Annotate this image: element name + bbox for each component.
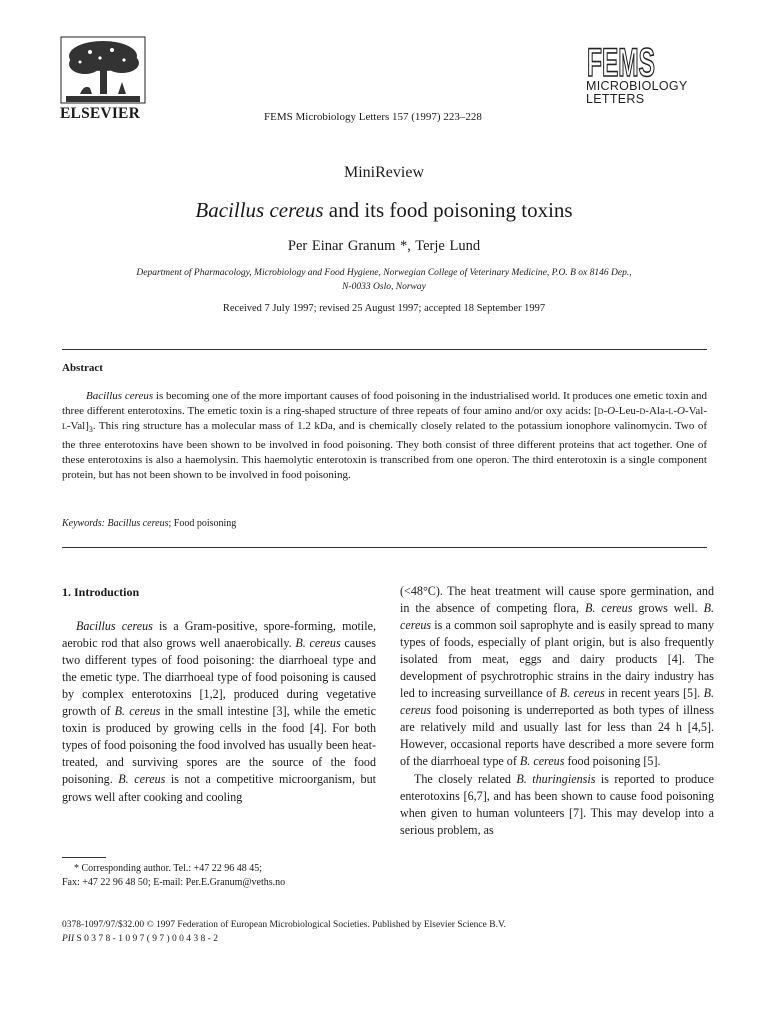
article-title [0,198,768,223]
copyright-line: 0378-1097/97/$32.00 © 1997 Federation of European Microbiological Societies. Published by Elsevier Science B.V. [62,920,506,930]
footnote-line1: * Corresponding author. Tel.: +47 22 96 48 45; [74,863,263,874]
affiliation [0,266,768,294]
journal-logo [586,38,722,106]
body-text: (<48°C). The heat treatment will cause spore germination, and in the absence of competing flora, [400,584,714,616]
body-column-right [400,583,714,839]
intro-paragraph-1 [62,618,376,806]
fems-logo-text: FEMS [587,41,655,80]
footnote-rule [62,857,106,858]
article-type: MiniReview [344,164,424,181]
formula-d2: d [639,405,646,418]
italic-term: B. cereus [114,704,161,719]
formula-val: Val- [688,405,707,418]
abstract-text-1: is becoming one of the more important causes of food poisoning in the industrialised world. It produces one emetic toxin and three different enterotoxins. The emetic toxin is a ring-shaped structure of three repeats of four amino and/or oxy acids: [ [62,390,707,418]
keywords-label: Keywords: [62,518,105,529]
divider-top [62,349,707,350]
title-rest: and its food poisoning toxins [323,198,573,222]
italic-term: B. cereus [400,686,714,718]
formula-l1: l [668,405,674,418]
pii-line [62,932,506,946]
abstract-heading: Abstract [62,362,103,374]
pii-value: S 0 3 7 8 - 1 0 9 7 ( 9 7 ) 0 0 4 3 8 - 2 [74,934,218,944]
pii-label: PII [62,934,75,944]
body-text: is not a competitive microorganism, but grows well after cooking and cooling [62,772,376,804]
body-text: grows well. [632,601,704,616]
section-heading: 1. Introduction [62,585,140,599]
authors: Per Einar Granum *, Terje Lund [287,238,481,254]
formula-l2: l [62,420,67,433]
italic-term: B. cereus [559,686,605,701]
fems-logo [586,38,658,80]
formula-val2: -Val] [66,420,89,433]
formula-leu: Leu- [618,405,640,418]
formula-d1: d [597,405,604,418]
keyword-rest: ; Food poisoning [168,518,237,529]
abstract-body [62,389,707,483]
elsevier-tree-logo [60,36,146,104]
title-species: Bacillus cereus [195,198,324,222]
journal-name-line2: LETTERS [586,92,645,106]
divider-bottom [62,547,707,548]
abstract-text-2: . This ring structure has a molecular mass of 1.2 kDa, and is chemically closely related to the potassium ionophore valinomycin. Two of the three enterotoxins have been shown to be involved in food poisoning. They both consist of three different proteins that act together. One of these enterotoxins is also a haemolysin. This haemolytic enterotoxin is transcribed from one operon. The third enterotoxin is a single component protein, but has not been shown to be involved in food poisoning. [62,420,707,482]
body-text: causes two different types of food poisoning: the diarrhoeal type and the emetic type. The diarrhoeal type of food poisoning is caused by complex enterotoxins [1,2], produced during vegetative growth of [62,636,376,719]
body-text: is a common soil saprophyte and is easily spread to many types of foods, especially of plant origin, but is also frequently isolated from meat, eggs and dairy products [4]. The development of psychrotrophic strains in the dairy industry has led to increasing surveillance of [400,618,714,701]
formula-ala: -Ala- [645,405,669,418]
body-text: food poisoning is underreported as both types of illness are relatively mild and usually last for less than 24 h [4,5]. However, occasional reports have described a more severe form of the diarrhoeal type of [400,703,714,769]
italic-term: Bacillus cereus [76,619,153,634]
body-text: The closely related [414,771,517,786]
affiliation-line2: N-0033 Oslo, Norway [342,282,426,292]
copyright-block [62,918,506,946]
italic-term: B. cereus [118,772,166,787]
formula-o1: -O- [603,405,619,418]
keyword-1: Bacillus cereus [107,518,169,529]
body-text: is a Gram-positive, spore-forming, motile, aerobic rod that also grows well anaerobically. [62,619,376,651]
body-text: in recent years [5]. [604,686,704,701]
publisher-name: ELSEVIER [60,105,140,122]
received-dates: Received 7 July 1997; revised 25 August 1997; accepted 18 September 1997 [222,303,546,314]
journal-name-line1: MICROBIOLOGY [586,79,688,93]
keywords [62,518,236,529]
intro-paragraph-2 [400,771,714,839]
formula-subscript: 3 [88,425,93,435]
body-text: food poisoning [5]. [564,754,661,769]
italic-term: B. cereus [584,601,633,616]
affiliation-line1: Department of Pharmacology, Microbiology and Food Hygiene, Norwegian College of Veterinary Medicine, P.O. B ox 8146 Dep., [136,268,632,278]
formula-o2: -O- [673,405,689,418]
journal-reference: FEMS Microbiology Letters 157 (1997) 223–228 [264,111,482,123]
body-column-left [62,584,376,806]
body-text: in the small intestine [3], while the emetic toxin is produced by growing cells in the food [4]. For both types of food poisoning the food involved has usually been heat-treated, and surviving spores are the source of the food poisoning. [62,704,376,787]
footnote-line2: Fax: +47 22 96 48 50; E-mail: Per.E.Granum@veths.no [62,876,286,888]
body-text: is reported to produce enterotoxins [6,7], and has been shown to cause food poisoning when given to human volunteers [7]. This may develop into a serious problem, as [400,771,714,837]
abstract-species: Bacillus cereus [86,390,154,402]
italic-term: B. thuringiensis [516,771,596,786]
italic-term: B. cereus [519,754,565,769]
footnote [62,862,376,889]
italic-term: B. cereus [295,636,341,651]
intro-paragraph-1-cont [400,583,714,771]
italic-term: B. cereus [400,601,714,633]
